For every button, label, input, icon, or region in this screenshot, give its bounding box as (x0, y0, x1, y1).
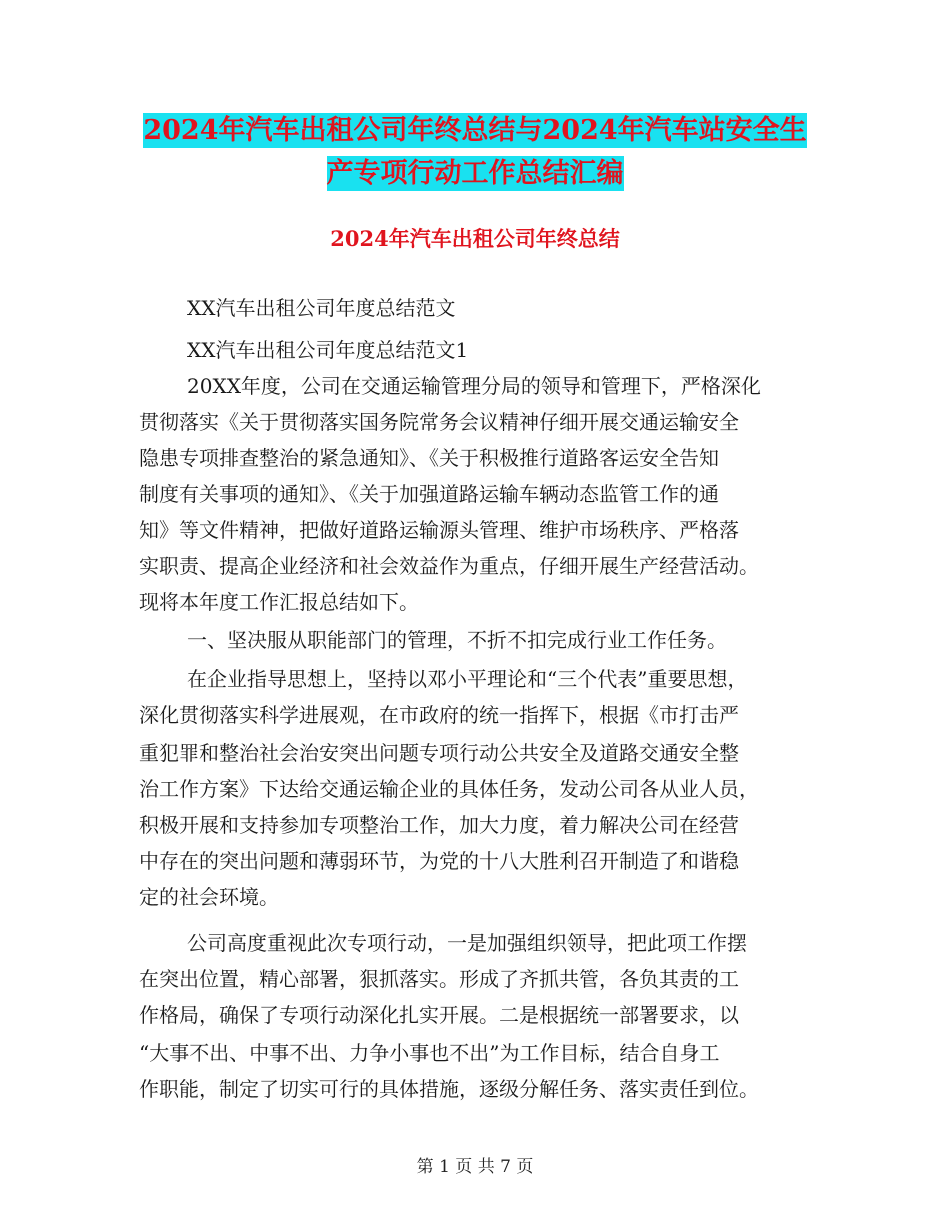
document-title-text-1: 2024年汽车出租公司年终总结与2024年汽车站安全生 (143, 115, 807, 146)
page-footer: 第 1 页 共 7 页 (416, 1157, 534, 1177)
body-line: 20XX年度，公司在交通运输管理分局的领导和管理下，严格深化 (187, 374, 761, 398)
section-title: 2024年汽车出租公司年终总结 (330, 226, 620, 251)
document-title-line-2 (0, 157, 950, 191)
body-line: 积极开展和支持参加专项整治工作，加大力度，着力解决公司在经营 (139, 813, 739, 837)
body-line: 贯彻落实《关于贯彻落实国务院常务会议精神仔细开展交通运输安全 (139, 410, 739, 434)
body-line: 制度有关事项的通知》、《关于加强道路运输车辆动态监管工作的通 (139, 482, 719, 506)
body-line: 作职能，制定了切实可行的具体措施，逐级分解任务、落实责任到位。 (139, 1077, 759, 1101)
body-line: 中存在的突出问题和薄弱环节，为党的十八大胜利召开制造了和谐稳 (139, 849, 739, 873)
body-line: 实职责、提高企业经济和社会效益作为重点，仔细开展生产经营活动。 (139, 554, 759, 578)
body-line: “大事不出、中事不出、力争小事也不出”为工作目标，结合自身工 (139, 1041, 720, 1065)
body-line: 重犯罪和整治社会治安突出问题专项行动公共安全及道路交通安全整 (139, 741, 739, 765)
document-title-text-2: 产专项行动工作总结汇编 (326, 158, 624, 189)
body-line: 深化贯彻落实科学进展观，在市政府的统一指挥下，根据《市打击严 (139, 703, 739, 727)
document-title-line-1 (0, 114, 950, 148)
body-line: 现将本年度工作汇报总结如下。 (139, 590, 419, 614)
body-line: 作格局，确保了专项行动深化扎实开展。二是根据统一部署要求，以 (139, 1003, 739, 1027)
body-line: 在突出位置，精心部署，狠抓落实。形成了齐抓共管，各负其责的工 (139, 967, 739, 991)
body-line: 一、坚决服从职能部门的管理，不折不扣完成行业工作任务。 (187, 628, 727, 652)
body-line: 隐患专项排查整治的紧急通知》、《关于积极推行道路客运安全告知 (139, 446, 719, 470)
body-line: XX汽车出租公司年度总结范文1 (187, 338, 469, 362)
body-line: 在企业指导思想上，坚持以邓小平理论和“三个代表”重要思想， (187, 667, 748, 691)
body-line: 公司高度重视此次专项行动，一是加强组织领导，把此项工作摆 (187, 931, 747, 955)
body-line: 知》等文件精神，把做好道路运输源头管理、维护市场秩序、严格落 (139, 518, 739, 542)
body-line: 治工作方案》下达给交通运输企业的具体任务，发动公司各从业人员， (139, 777, 759, 801)
body-line: XX汽车出租公司年度总结范文 (187, 296, 456, 320)
body-line: 定的社会环境。 (139, 885, 279, 909)
